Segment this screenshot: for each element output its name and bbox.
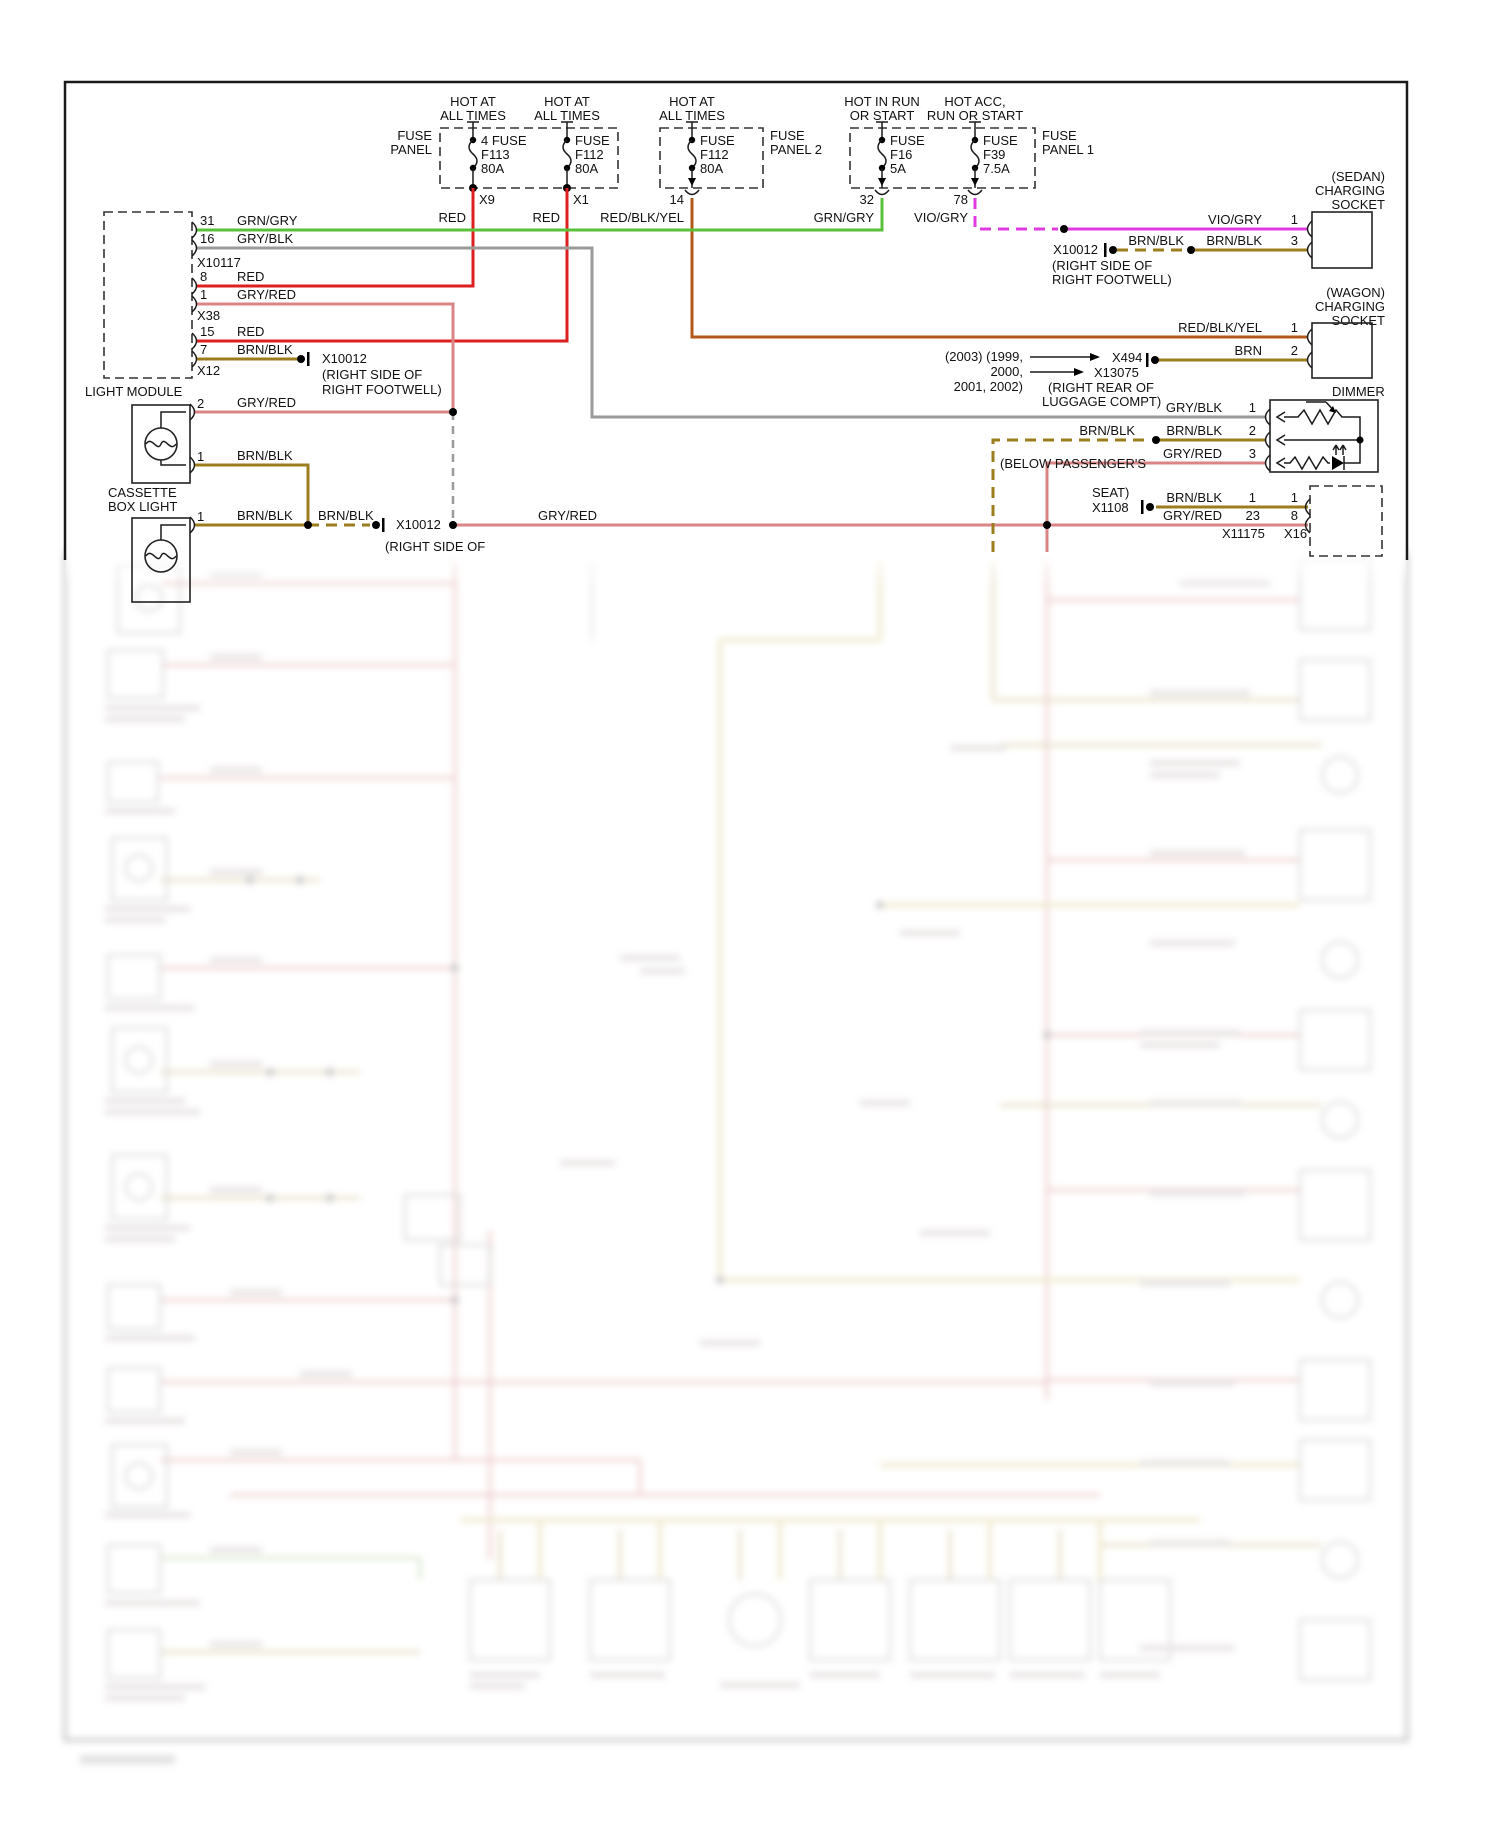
wire-label: BRN/BLK [318,508,374,523]
pin-number: 1 [1248,490,1256,505]
connector-location: SEAT) [1092,485,1130,500]
connector-label: X10012 [1053,242,1098,257]
connector-location: (RIGHT REAR OF [1048,380,1154,395]
pin-number: 8 [1290,508,1298,523]
feed-label: HOT ACC, [944,94,1006,109]
fuse-rating: 7.5A [983,161,1010,176]
wire-label: BRN/BLK [237,448,293,463]
fuse-name: 4 FUSE [481,133,527,148]
fuse-panel-label: FUSE [397,128,432,143]
connector-location: (BELOW PASSENGER'S [1000,456,1146,471]
wire-label: GRY/RED [237,395,296,410]
fuse-f112a-symbol [561,122,573,188]
module-pin: 1 [200,287,208,302]
pin-number: 1 [1290,212,1298,227]
wire-label: GRY/RED [1163,446,1222,461]
feed-label: HOT AT [544,94,590,109]
wagon-socket-box [1312,323,1372,378]
fuse-name: FUSE [700,133,735,148]
pin-label: X9 [479,192,495,207]
fuse-code: F113 [481,147,510,162]
sedan-socket-box [1312,212,1372,268]
module-connector: X10117 [197,255,241,270]
wire-label: RED [237,324,265,339]
wire-label: GRY/BLK [237,231,294,246]
pin-number: 1 [1290,490,1298,505]
component-label: LIGHT MODULE [85,384,183,399]
pin-number: 2 [197,396,205,411]
wire-label: RED [532,210,560,225]
connector-label: X16 [1284,526,1308,541]
component-label: SOCKET [1331,313,1385,328]
module-connector: X38 [197,308,221,323]
wire-label: VIO/GRY [914,210,968,225]
feed-label: RUN OR START [926,108,1024,123]
fuse-rating: 5A [890,161,906,176]
module-connector: X12 [197,363,221,378]
fuse-panel2-label: FUSE [770,128,805,143]
fuse-panel2-label: PANEL 2 [770,142,823,157]
connector-location: RIGHT FOOTWELL) [322,382,442,397]
bulb-icon [145,428,177,460]
wire-label: RED/BLK/YEL [600,210,684,225]
wire-label: GRN/GRY [813,210,874,225]
component-label: (WAGON) [1326,285,1385,300]
component-label: CASSETTE [108,485,177,500]
wire-red-x1 [196,188,567,341]
dimmer-box [1270,400,1378,472]
component-label: CHARGING [1314,299,1385,314]
component-label: (SEDAN) [1331,169,1385,184]
module-pin: 15 [200,324,215,339]
model-years: 2000, [990,364,1023,379]
blurred-lower-diagram [65,552,1407,1764]
light-module-box [104,212,192,378]
wire-label: GRN/GRY [237,213,298,228]
fuse-code: F16 [890,147,913,162]
wire-label: BRN/BLK [1166,490,1222,505]
component-label: CHARGING [1314,183,1385,198]
wire-label: GRY/RED [237,287,296,302]
fuse-name: FUSE [890,133,925,148]
pin-number: 2 [1290,343,1298,358]
wire-label: BRN/BLK [1166,423,1222,438]
pin-label: 32 [859,192,874,207]
feed-label: HOT IN RUN [844,94,920,109]
fuse-panel1-label: FUSE [1042,128,1077,143]
seat-module-box [1310,486,1382,556]
pin-number: 1 [1290,320,1298,335]
feed-label: ALL TIMES [440,108,506,123]
fuse-code: F112 [575,147,604,162]
wire-label: BRN/BLK [1206,233,1262,248]
fuse-panel-label: PANEL [390,142,432,157]
wire-label: BRN/BLK [1128,233,1184,248]
pin-number: 3 [1248,446,1256,461]
pin-number: 1 [1248,400,1256,415]
connector-location: RIGHT FOOTWELL) [1052,272,1172,287]
fuse-name: FUSE [575,133,610,148]
fuse-code: F112 [700,147,729,162]
component-label: DIMMER [1332,384,1385,399]
wire-label: RED [237,269,265,284]
model-years: 2001, 2002) [953,379,1023,394]
feed-label: HOT AT [450,94,496,109]
pin-number: 1 [197,509,205,524]
fuse-f113-symbol [467,122,479,188]
fuse-rating: 80A [700,161,724,176]
module-pin: 16 [200,231,215,246]
connector-label: X13075 [1094,365,1139,380]
wire-label: BRN/BLK [1079,423,1135,438]
wire-vio-gry-dashed [975,198,1058,229]
feed-label: OR START [849,108,915,123]
pin-number: 3 [1290,233,1298,248]
wire-label: VIO/GRY [1208,212,1262,227]
fuse-code: F39 [983,147,1006,162]
wire-label: BRN/BLK [237,508,293,523]
feed-label: ALL TIMES [534,108,600,123]
connector-label: X494 [1112,350,1143,365]
connector-label: X11175 [1222,526,1265,541]
wire-label: GRY/RED [1163,508,1222,523]
wire-label: GRY/RED [538,508,597,523]
component-label: SOCKET [1331,197,1385,212]
wire-label: BRN/BLK [237,342,293,357]
feed-label: ALL TIMES [659,108,725,123]
dimmer-internals [1284,402,1364,470]
model-years: (2003) (1999, [944,349,1023,364]
fuse-rating: 80A [481,161,505,176]
module-pin: 8 [200,269,208,284]
connector-location: LUGGAGE COMPT) [1042,394,1162,409]
inline-connector-x10012-sedan [1104,243,1117,257]
wire-label: RED [438,210,466,225]
connector-label: X10012 [322,351,367,366]
wire-label: RED/BLK/YEL [1178,320,1262,335]
module-pin: 7 [200,342,208,357]
feed-label: HOT AT [669,94,715,109]
connector-location: (RIGHT SIDE OF [1052,258,1153,273]
inline-connector-x494 [1146,353,1159,367]
connector-location: (RIGHT SIDE OF [322,367,423,382]
pin-label: 14 [669,192,684,207]
inline-connector-x1108 [1141,500,1154,514]
fuse-rating: 80A [575,161,599,176]
pin-number: 1 [197,449,205,464]
inline-connector-x10012-module [297,352,310,366]
fuse-panel1-label: PANEL 1 [1042,142,1095,157]
pin-label: X1 [573,192,589,207]
fuse-name: FUSE [983,133,1018,148]
pin-number: 23 [1245,508,1260,523]
sharp-diagram [65,82,1407,602]
connector-label: X1108 [1092,500,1129,515]
blur-transition [66,548,1406,588]
wire-label: GRY/BLK [1165,400,1222,415]
wire-label: BRN [1234,343,1262,358]
inline-connector-x10012-lowerlight [372,518,385,532]
connector-location: (RIGHT SIDE OF [385,539,486,554]
connector-label: X10012 [396,517,441,532]
component-label: BOX LIGHT [108,499,178,514]
pin-label: 78 [953,192,968,207]
module-pin: 31 [200,213,215,228]
pin-number: 2 [1248,423,1256,438]
